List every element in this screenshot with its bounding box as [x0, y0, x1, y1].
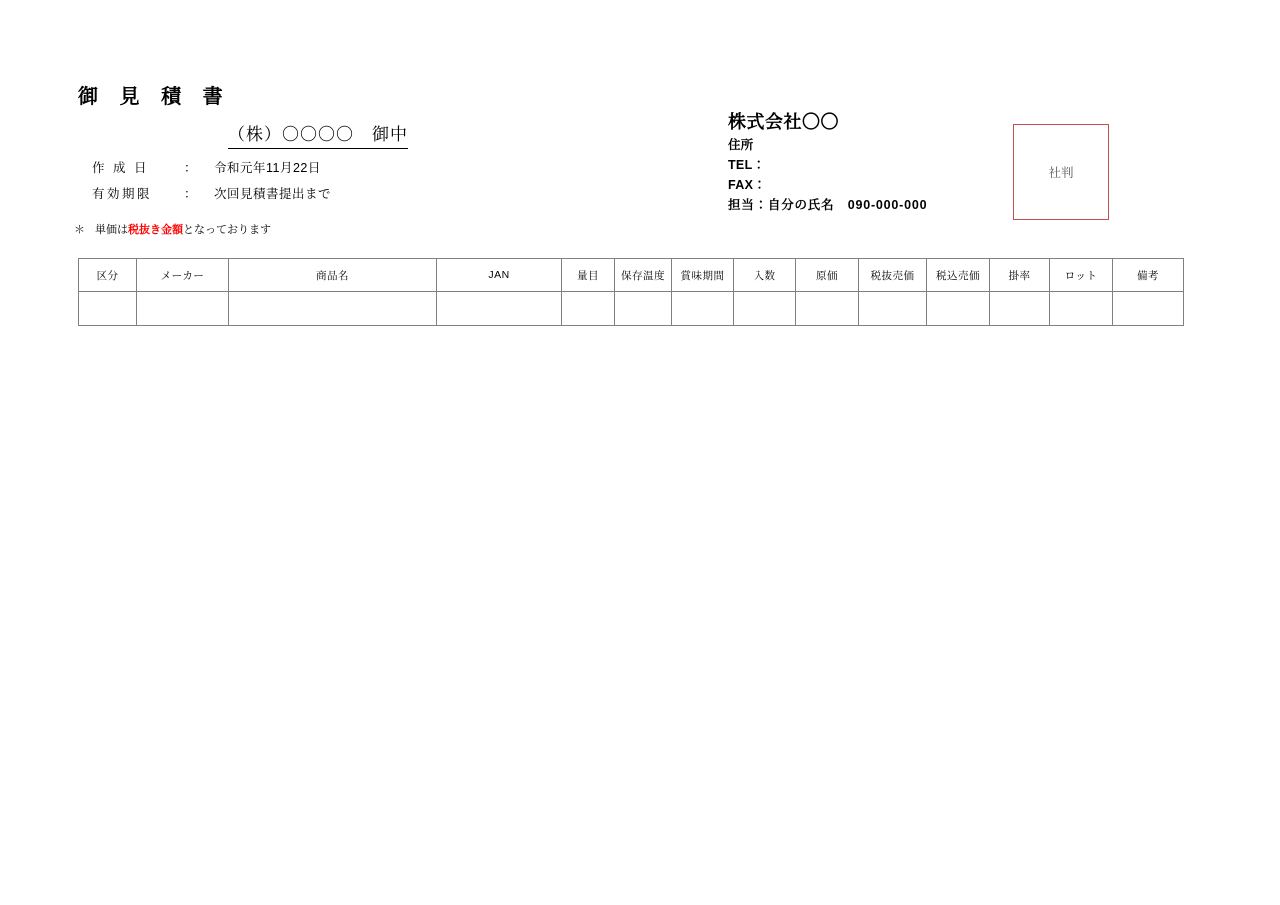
cell-storage-temp[interactable] [615, 292, 672, 326]
cell-lot[interactable] [1050, 292, 1113, 326]
company-tel-label: TEL： [728, 158, 766, 172]
document-meta [92, 158, 331, 210]
column-header-remarks: 備考 [1113, 259, 1184, 292]
note-star: ＊ [74, 224, 85, 236]
column-header-weight: 量目 [562, 259, 615, 292]
customer-name: （株）〇〇〇〇 御中 [228, 120, 408, 149]
meta-label-created-date: 作 成 日 [92, 161, 149, 175]
table-row[interactable] [79, 292, 1184, 326]
column-header-shelf-life: 賞味期間 [672, 259, 734, 292]
column-header-rate: 掛率 [990, 259, 1050, 292]
column-header-lot: ロット [1050, 259, 1113, 292]
column-header-price-excl-tax: 税抜売価 [859, 259, 927, 292]
page-title: 御 見 積 書 [78, 86, 231, 108]
note-prefix: 単価は [95, 224, 128, 236]
company-contact: 担当：自分の氏名 090-000-000 [728, 198, 928, 212]
table-header-row [79, 259, 1184, 292]
cell-rate[interactable] [990, 292, 1050, 326]
column-header-jan: JAN [437, 259, 562, 292]
meta-value-created-date: 令和元年11月22日 [214, 161, 321, 175]
cell-kubun[interactable] [79, 292, 137, 326]
tax-note [74, 221, 271, 237]
note-suffix: となっております [183, 224, 271, 236]
items-table [78, 258, 1184, 326]
company-seal-label: 社判 [1048, 166, 1074, 180]
cell-weight[interactable] [562, 292, 615, 326]
column-header-cost: 原価 [796, 259, 859, 292]
meta-row-validity [92, 184, 331, 210]
company-name: 株式会社〇〇 [728, 112, 839, 132]
column-header-quantity: 入数 [734, 259, 796, 292]
column-header-kubun: 区分 [79, 259, 137, 292]
column-header-price-incl-tax: 税込売価 [927, 259, 990, 292]
cell-remarks[interactable] [1113, 292, 1184, 326]
meta-colon-validity: ： [184, 187, 197, 201]
cell-maker[interactable] [137, 292, 229, 326]
cell-jan[interactable] [437, 292, 562, 326]
cell-price-incl-tax[interactable] [927, 292, 990, 326]
company-address-label: 住所 [728, 138, 754, 152]
cell-product-name[interactable] [229, 292, 437, 326]
cell-cost[interactable] [796, 292, 859, 326]
cell-price-excl-tax[interactable] [859, 292, 927, 326]
meta-label-validity: 有効期限 [92, 187, 153, 201]
note-highlight: 税抜き金額 [128, 224, 183, 236]
meta-value-validity: 次回見積書提出まで [214, 187, 332, 201]
cell-shelf-life[interactable] [672, 292, 734, 326]
column-header-product-name: 商品名 [229, 259, 437, 292]
column-header-storage-temp: 保存温度 [615, 259, 672, 292]
column-header-maker: メーカー [137, 259, 229, 292]
company-fax-label: FAX： [728, 178, 767, 192]
company-seal-box [1013, 124, 1109, 220]
company-block [728, 112, 927, 215]
meta-colon-created-date: ： [184, 161, 197, 175]
meta-row-created-date [92, 158, 331, 184]
cell-quantity[interactable] [734, 292, 796, 326]
